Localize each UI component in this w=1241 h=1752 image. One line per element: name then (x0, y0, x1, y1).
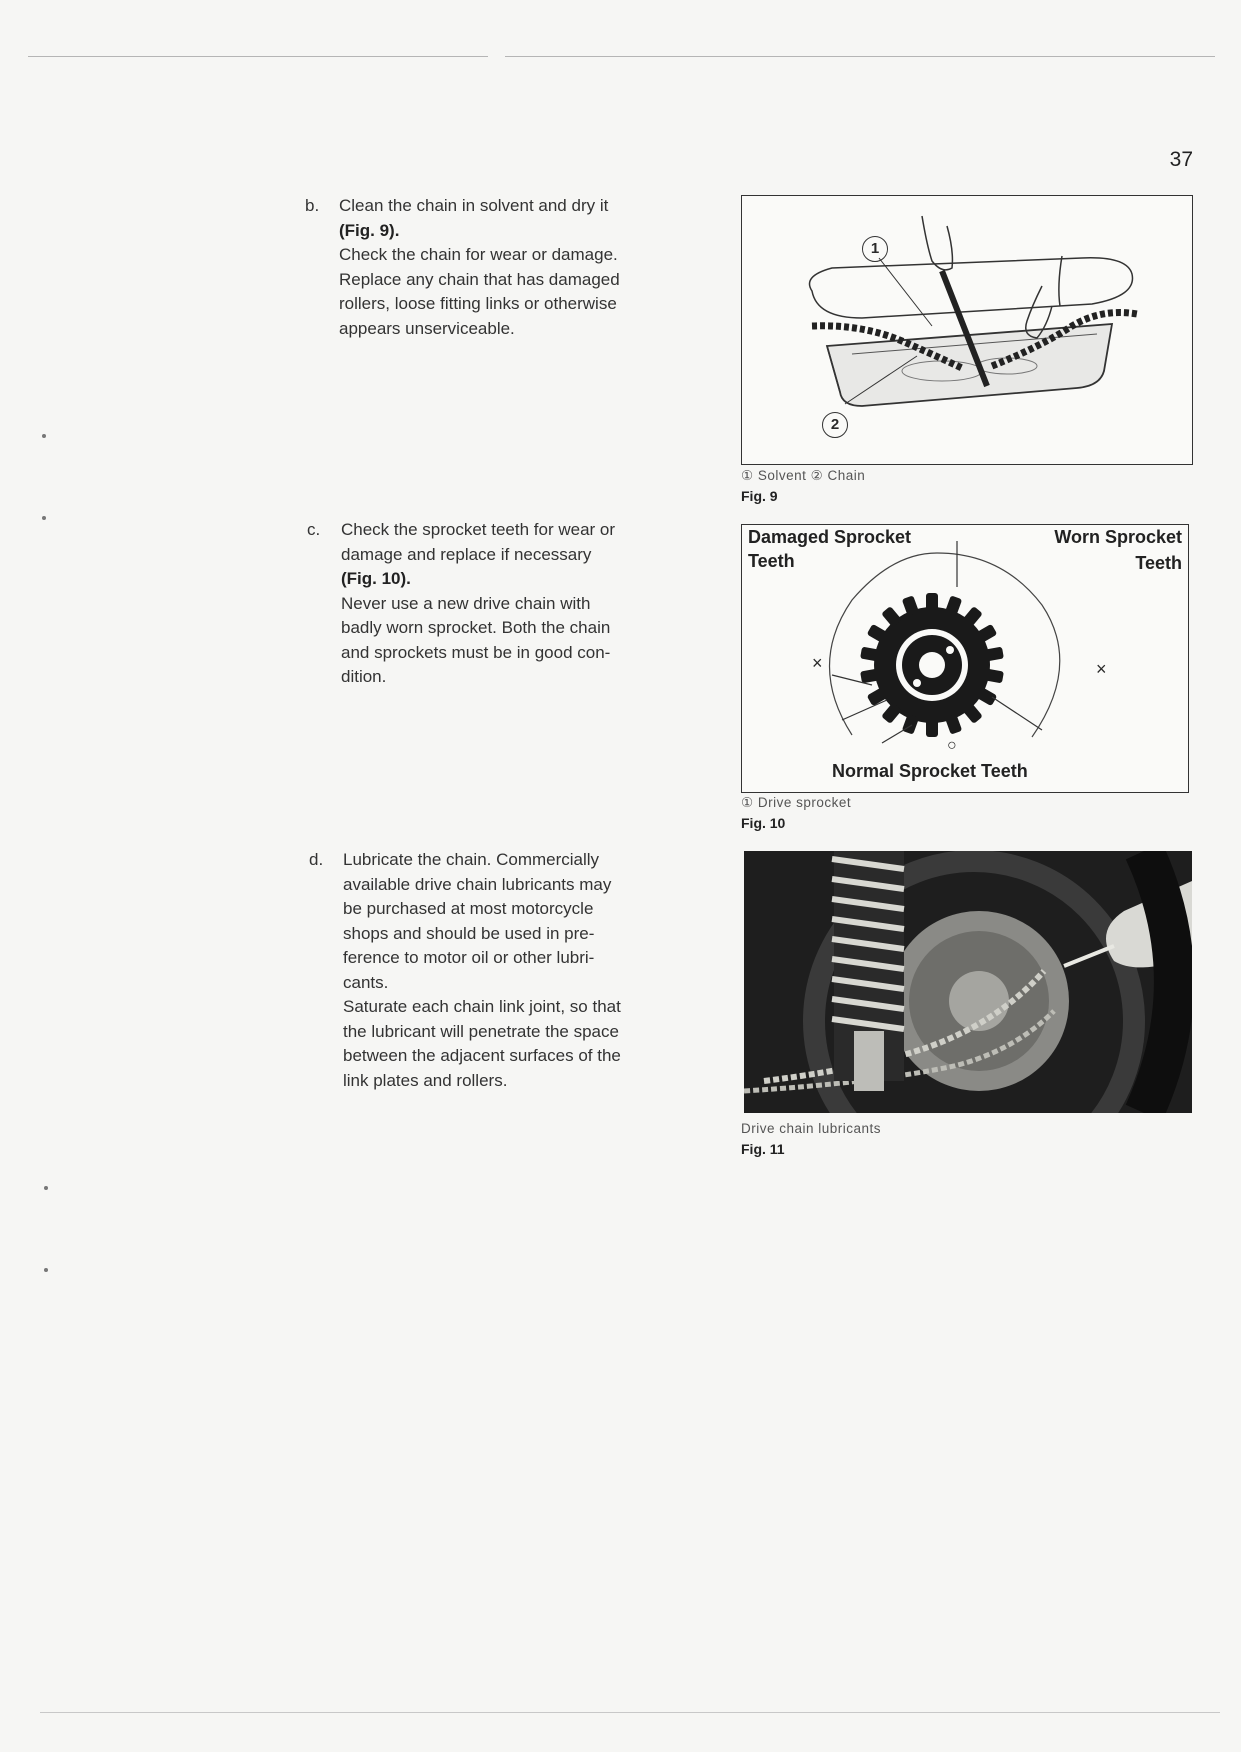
fig11-photo (744, 851, 1192, 1113)
step-line: dition. (341, 667, 387, 686)
normal-teeth-label: Normal Sprocket Teeth (832, 761, 1028, 781)
top-rule-right (505, 56, 1215, 57)
top-rule-left (28, 56, 488, 57)
step-line: Clean the chain in solvent and dry it (339, 196, 609, 215)
fig10-caption: ① Drive sprocket (741, 795, 852, 810)
step-line: and sprockets must be in good con- (341, 642, 611, 662)
chain-lubricant-photo (744, 851, 1192, 1113)
fig9-label: Fig. 9 (741, 488, 778, 504)
fig11-caption: Drive chain lubricants (741, 1121, 882, 1136)
binder-mark (42, 434, 46, 438)
step-line: damage and replace if necessary (341, 544, 592, 564)
o-mark: ○ (947, 737, 957, 754)
chain-cleaning-drawing (742, 196, 1192, 464)
step-line: rollers, loose fitting links or otherwise (339, 294, 617, 313)
step-d (309, 848, 708, 1093)
step-letter: d. (309, 850, 324, 869)
x-mark-left: × (812, 653, 823, 673)
callout-2: 2 (822, 412, 848, 438)
step-line: Check the sprocket teeth for wear or (341, 520, 616, 539)
step-b (305, 194, 705, 341)
step-line: (Fig. 9). (339, 220, 400, 240)
step-line: (Fig. 10). (341, 569, 411, 588)
step-line: badly worn sprocket. Both the chain (341, 618, 611, 637)
step-letter: c. (307, 520, 321, 539)
step-line: Saturate each chain link joint, so that (343, 997, 621, 1016)
binder-mark (42, 516, 46, 520)
step-line: cants. (343, 972, 389, 992)
step-line: link plates and rollers. (343, 1070, 508, 1090)
step-line: Never use a new drive chain with (341, 593, 591, 613)
binder-mark (44, 1268, 48, 1272)
fig9-caption: ① Solvent ② Chain (741, 468, 866, 483)
step-line: shops and should be used in pre- (343, 923, 595, 943)
step-line: ference to motor oil or other lubri- (343, 948, 595, 967)
step-c (307, 518, 706, 690)
callout-1: 1 (862, 236, 888, 262)
step-letter: b. (305, 196, 320, 215)
worn-teeth-label-line2: Teeth (1135, 553, 1182, 573)
worn-teeth-label-line1: Worn Sprocket (1054, 527, 1182, 547)
step-line: appears unserviceable. (339, 318, 515, 338)
page-number: 37 (1169, 148, 1193, 171)
fig10-label: Fig. 10 (741, 815, 786, 831)
fig9-illustration (741, 195, 1193, 465)
fig10-diagram (741, 524, 1189, 793)
step-line: the lubricant will penetrate the space (343, 1021, 619, 1041)
bottom-rule (40, 1712, 1220, 1713)
step-line: available drive chain lubricants may (343, 874, 612, 894)
sprocket-tooth (926, 719, 938, 737)
damaged-teeth-label: Damaged Sprocket Teeth (748, 527, 912, 571)
x-mark-right: × (1096, 659, 1107, 679)
sprocket-tooth (926, 593, 938, 611)
binder-mark (44, 1186, 48, 1190)
step-line: Check the chain for wear or damage. (339, 245, 618, 264)
step-line: Replace any chain that has damaged (339, 269, 620, 289)
fig11-label: Fig. 11 (741, 1141, 785, 1157)
step-line: be purchased at most motorcycle (343, 899, 594, 918)
step-line: Lubricate the chain. Commercially (343, 850, 600, 869)
step-line: between the adjacent surfaces of the (343, 1046, 621, 1065)
